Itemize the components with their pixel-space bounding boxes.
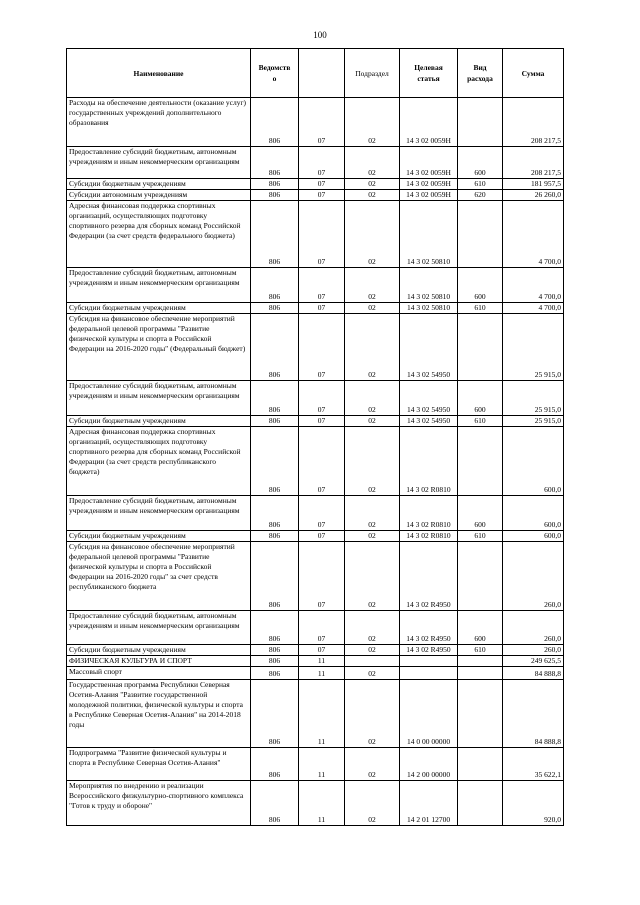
row-section: 11 [299,781,345,826]
row-target: 14 2 00 00000 [400,748,458,781]
row-name: Субсидии бюджетным учреждениям [67,531,251,542]
row-dept: 806 [251,656,299,667]
row-section: 07 [299,496,345,531]
row-amount: 208 217,5 [503,98,564,147]
row-expense-type: 610 [458,303,503,314]
row-dept: 806 [251,190,299,201]
row-name: Массовый спорт [67,667,251,680]
row-section: 11 [299,667,345,680]
row-amount: 4 700,0 [503,201,564,268]
row-section: 07 [299,531,345,542]
row-dept: 806 [251,303,299,314]
row-dept: 806 [251,542,299,611]
row-target: 14 3 02 R4950 [400,645,458,656]
row-dept: 806 [251,781,299,826]
table-row [67,427,564,496]
row-dept: 806 [251,268,299,303]
row-expense-type [458,748,503,781]
row-name: Мероприятия по внедрению и реализации Всероссийского физкультурно-спортивного комплекса "Готов к труду и обороне" [67,781,251,826]
row-dept: 806 [251,645,299,656]
row-amount: 249 625,5 [503,656,564,667]
row-expense-type [458,427,503,496]
row-subsection: 02 [345,531,400,542]
row-subsection: 02 [345,748,400,781]
row-name: Расходы на обеспечение деятельности (оказание услуг) государственных учреждений дополнительного образования [67,98,251,147]
table-row [67,542,564,611]
row-section: 07 [299,542,345,611]
row-name: Субсидия на финансовое обеспечение мероприятий федеральной целевой программы "Развитие физической культуры и спорта в Российской Федерации на 2016-2020 годы" за счет средств республиканского бюджета [67,542,251,611]
row-subsection: 02 [345,542,400,611]
row-dept: 806 [251,314,299,381]
row-amount: 181 957,5 [503,179,564,190]
row-dept: 806 [251,531,299,542]
row-name: Предоставление субсидий бюджетным, автономным учреждениям и иным некоммерческим организациям [67,496,251,531]
row-target [400,667,458,680]
row-amount: 920,0 [503,781,564,826]
row-dept: 806 [251,496,299,531]
row-target: 14 3 02 54950 [400,314,458,381]
row-amount: 600,0 [503,496,564,531]
row-expense-type: 600 [458,496,503,531]
row-name: Адресная финансовая поддержка спортивных организаций, осуществляющих подготовку спортивного резерва для сборных команд Российской Федерации (за счет средств федерального бюджета) [67,201,251,268]
row-subsection: 02 [345,314,400,381]
row-target: 14 2 01 12700 [400,781,458,826]
row-amount: 35 622,1 [503,748,564,781]
row-expense-type: 610 [458,179,503,190]
row-section: 07 [299,190,345,201]
row-expense-type: 610 [458,416,503,427]
row-amount: 208 217,5 [503,147,564,179]
row-subsection: 02 [345,645,400,656]
row-dept: 806 [251,680,299,748]
row-expense-type: 610 [458,645,503,656]
row-target: 14 3 02 50810 [400,201,458,268]
row-name: Адресная финансовая поддержка спортивных организаций, осуществляющих подготовку спортивного резерва для сборных команд Российской Федерации (за счет средств республиканского бюджета) [67,427,251,496]
row-subsection: 02 [345,781,400,826]
row-expense-type [458,201,503,268]
header-amount: Сумма [503,49,564,98]
row-target: 14 3 02 50810 [400,303,458,314]
row-expense-type: 610 [458,531,503,542]
header-name: Наименование [67,49,251,98]
table-row [67,645,564,656]
row-expense-type: 620 [458,190,503,201]
row-dept: 806 [251,201,299,268]
row-target: 14 3 02 0059Н [400,179,458,190]
row-dept: 806 [251,98,299,147]
row-subsection: 02 [345,427,400,496]
row-name: Предоставление субсидий бюджетным, автономным учреждениям и иным некоммерческим организациям [67,611,251,645]
row-amount: 25 915,0 [503,416,564,427]
row-target: 14 3 02 R0810 [400,496,458,531]
header-section [299,49,345,98]
row-subsection: 02 [345,680,400,748]
table-row [67,748,564,781]
row-expense-type [458,656,503,667]
row-amount: 4 700,0 [503,303,564,314]
table-row [67,381,564,416]
row-amount: 84 888,8 [503,680,564,748]
row-section: 11 [299,656,345,667]
row-dept: 806 [251,748,299,781]
row-expense-type [458,781,503,826]
row-section: 07 [299,179,345,190]
row-subsection: 02 [345,201,400,268]
row-subsection: 02 [345,190,400,201]
row-section: 11 [299,680,345,748]
row-dept: 806 [251,179,299,190]
row-subsection: 02 [345,667,400,680]
row-amount: 260,0 [503,542,564,611]
row-expense-type [458,542,503,611]
row-target: 14 3 02 0059Н [400,147,458,179]
row-section: 07 [299,98,345,147]
table-row [67,268,564,303]
row-target: 14 3 02 54950 [400,416,458,427]
row-subsection [345,656,400,667]
row-expense-type [458,667,503,680]
row-name: Субсидии бюджетным учреждениям [67,645,251,656]
row-name: ФИЗИЧЕСКАЯ КУЛЬТУРА И СПОРТ [67,656,251,667]
table-row [67,781,564,826]
row-section: 11 [299,748,345,781]
header-dept: Ведомств о [251,49,299,98]
row-name: Государственная программа Республики Северная Осетия-Алания "Развитие государственной молодежной политики, физической культуры и спорта в Республике Северная Осетия-Алания" на 2014-2018 годы [67,680,251,748]
row-name: Предоставление субсидий бюджетным, автономным учреждениям и иным некоммерческим организациям [67,381,251,416]
header-target: Целевая статья [400,49,458,98]
row-expense-type [458,98,503,147]
row-subsection: 02 [345,179,400,190]
row-expense-type: 600 [458,611,503,645]
row-target: 14 3 02 50810 [400,268,458,303]
table-row [67,201,564,268]
row-subsection: 02 [345,268,400,303]
row-name: Предоставление субсидий бюджетным, автономным учреждениям и иным некоммерческим организациям [67,147,251,179]
row-section: 07 [299,303,345,314]
header-expense-type: Вид расхода [458,49,503,98]
row-amount: 4 700,0 [503,268,564,303]
row-subsection: 02 [345,147,400,179]
row-name: Субсидии бюджетным учреждениям [67,416,251,427]
table-row [67,656,564,667]
row-name: Подпрограмма "Развитие физической культуры и спорта в Республике Северная Осетия-Алания" [67,748,251,781]
row-name: Субсидия на финансовое обеспечение мероприятий федеральной целевой программы "Развитие физической культуры и спорта в Российской Федерации на 2016-2020 годы" (Федеральный бюджет) [67,314,251,381]
row-amount: 25 915,0 [503,314,564,381]
row-name: Субсидии бюджетным учреждениям [67,303,251,314]
row-target [400,656,458,667]
row-name: Субсидии бюджетным учреждениям [67,179,251,190]
row-subsection: 02 [345,416,400,427]
table-row [67,667,564,680]
row-amount: 26 260,0 [503,190,564,201]
row-target: 14 3 02 R4950 [400,611,458,645]
row-dept: 806 [251,381,299,416]
row-amount: 260,0 [503,611,564,645]
table-body [67,98,564,826]
row-name: Предоставление субсидий бюджетным, автономным учреждениям и иным некоммерческим организациям [67,268,251,303]
budget-table [66,48,564,826]
table-row [67,496,564,531]
table-row [67,531,564,542]
row-section: 07 [299,427,345,496]
row-section: 07 [299,268,345,303]
row-expense-type: 600 [458,381,503,416]
row-amount: 260,0 [503,645,564,656]
row-section: 07 [299,201,345,268]
row-target: 14 3 02 R0810 [400,427,458,496]
row-section: 07 [299,314,345,381]
header-row [67,49,564,98]
row-dept: 806 [251,667,299,680]
row-dept: 806 [251,147,299,179]
table-row [67,611,564,645]
row-target: 14 3 02 R4950 [400,542,458,611]
page-number: 100 [313,30,327,40]
row-dept: 806 [251,611,299,645]
table-row [67,314,564,381]
row-name: Субсидии автономным учреждениям [67,190,251,201]
row-amount: 600,0 [503,531,564,542]
row-expense-type: 600 [458,268,503,303]
table-row [67,179,564,190]
table-row [67,416,564,427]
row-target: 14 3 02 54950 [400,381,458,416]
table-row [67,680,564,748]
row-subsection: 02 [345,496,400,531]
row-amount: 84 888,8 [503,667,564,680]
table-row [67,303,564,314]
row-subsection: 02 [345,381,400,416]
row-target: 14 0 00 00000 [400,680,458,748]
row-section: 07 [299,416,345,427]
row-subsection: 02 [345,98,400,147]
row-expense-type [458,680,503,748]
table-row [67,98,564,147]
row-amount: 600,0 [503,427,564,496]
row-section: 07 [299,147,345,179]
row-target: 14 3 02 0059Н [400,190,458,201]
table-row [67,147,564,179]
row-subsection: 02 [345,303,400,314]
row-target: 14 3 02 R0810 [400,531,458,542]
row-dept: 806 [251,416,299,427]
row-section: 07 [299,645,345,656]
row-section: 07 [299,611,345,645]
table-row [67,190,564,201]
row-dept: 806 [251,427,299,496]
row-expense-type [458,314,503,381]
row-subsection: 02 [345,611,400,645]
row-section: 07 [299,381,345,416]
row-target: 14 3 02 0059Н [400,98,458,147]
header-subsection: Подраздел [345,49,400,98]
row-expense-type: 600 [458,147,503,179]
row-amount: 25 915,0 [503,381,564,416]
